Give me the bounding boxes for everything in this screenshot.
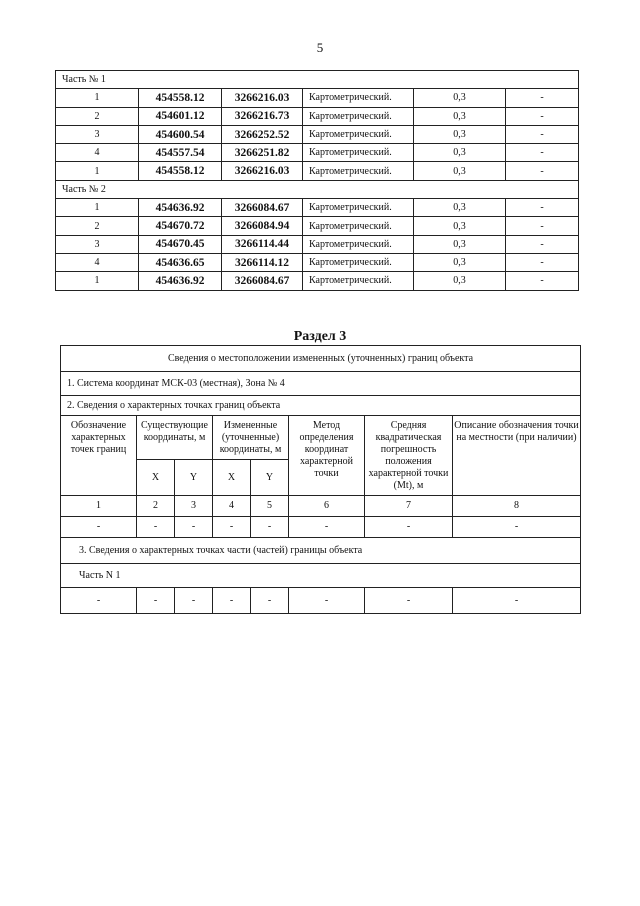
part-label: Часть № 1: [56, 71, 579, 89]
description: -: [506, 199, 579, 217]
column-number: 2: [137, 496, 175, 517]
part-label: Часть № 2: [56, 180, 579, 198]
method: Картометрический.: [303, 144, 414, 162]
empty-cell: -: [453, 517, 581, 538]
column-number: 1: [61, 496, 137, 517]
description: -: [506, 89, 579, 107]
method: Картометрический.: [303, 125, 414, 143]
coord-y: 3266216.03: [222, 89, 303, 107]
header-method: Метод определения координат характерной точки: [289, 416, 365, 496]
column-number: 8: [453, 496, 581, 517]
accuracy: 0,3: [414, 89, 506, 107]
coord-x: 454670.45: [139, 235, 222, 253]
part-cell: -: [365, 588, 453, 614]
description: -: [506, 235, 579, 253]
coord-x: 454557.54: [139, 144, 222, 162]
coord-y: 3266216.03: [222, 162, 303, 180]
accuracy: 0,3: [414, 199, 506, 217]
empty-cell: -: [137, 517, 175, 538]
method: Картометрический.: [303, 253, 414, 271]
method: Картометрический.: [303, 107, 414, 125]
empty-cell: -: [213, 517, 251, 538]
empty-cell: -: [289, 517, 365, 538]
accuracy: 0,3: [414, 253, 506, 271]
accuracy: 0,3: [414, 162, 506, 180]
column-number: 5: [251, 496, 289, 517]
part-cell: -: [137, 588, 175, 614]
point-number: 1: [56, 272, 139, 290]
coordinate-row: [56, 235, 579, 253]
coord-y: 3266251.82: [222, 144, 303, 162]
point-number: 3: [56, 235, 139, 253]
accuracy: 0,3: [414, 217, 506, 235]
part-cell: -: [213, 588, 251, 614]
description: -: [506, 107, 579, 125]
coord-system: 1. Система координат МСК-03 (местная), Зона № 4: [61, 372, 581, 396]
coordinate-row: [56, 272, 579, 290]
accuracy: 0,3: [414, 235, 506, 253]
part-cell: -: [289, 588, 365, 614]
method: Картометрический.: [303, 272, 414, 290]
coordinate-row: [56, 125, 579, 143]
point-number: 1: [56, 162, 139, 180]
coord-x: 454636.92: [139, 199, 222, 217]
point-number: 2: [56, 107, 139, 125]
coord-x: 454636.92: [139, 272, 222, 290]
header-existing: Существующие координаты, м: [137, 416, 213, 460]
point-number: 1: [56, 199, 139, 217]
point-number: 3: [56, 125, 139, 143]
header-changed-x: X: [213, 460, 251, 496]
part-label: Часть N 1: [61, 564, 581, 588]
part-header-row: [56, 180, 579, 198]
header-designation: Обозначение характерных точек границ: [61, 416, 137, 496]
coord-y: 3266252.52: [222, 125, 303, 143]
description: -: [506, 162, 579, 180]
page-number: 5: [316, 40, 324, 55]
method: Картометрический.: [303, 199, 414, 217]
coord-y: 3266084.67: [222, 199, 303, 217]
coord-y: 3266084.94: [222, 217, 303, 235]
empty-cell: -: [251, 517, 289, 538]
description: -: [506, 253, 579, 271]
part-cell: -: [251, 588, 289, 614]
accuracy: 0,3: [414, 272, 506, 290]
column-number: 4: [213, 496, 251, 517]
coord-x: 454558.12: [139, 89, 222, 107]
coordinate-row: [56, 217, 579, 235]
coord-y: 3266084.67: [222, 272, 303, 290]
description: -: [506, 125, 579, 143]
part-cell: -: [61, 588, 137, 614]
column-number: 3: [175, 496, 213, 517]
column-number: 6: [289, 496, 365, 517]
coordinate-row: [56, 162, 579, 180]
description: -: [506, 144, 579, 162]
point-number: 2: [56, 217, 139, 235]
point-number: 4: [56, 253, 139, 271]
parts-heading: 3. Сведения о характерных точках части (частей) границы объекта: [61, 538, 581, 564]
method: Картометрический.: [303, 89, 414, 107]
description: -: [506, 217, 579, 235]
header-changed: Измененные (уточненные) координаты, м: [213, 416, 289, 460]
coordinate-row: [56, 89, 579, 107]
coordinate-row: [56, 107, 579, 125]
section3-table: [60, 345, 581, 614]
header-description: Описание обозначения точки на местности (при наличии): [453, 416, 581, 496]
coordinates-table: [55, 70, 579, 291]
description: -: [506, 272, 579, 290]
coordinate-row: [56, 253, 579, 271]
table-title: Сведения о местоположении измененных (уточненных) границ объекта: [61, 346, 581, 372]
empty-cell: -: [365, 517, 453, 538]
empty-data-row: [61, 517, 581, 538]
coord-x: 454601.12: [139, 107, 222, 125]
column-number: 7: [365, 496, 453, 517]
part-data-row: [61, 588, 581, 614]
empty-cell: -: [61, 517, 137, 538]
method: Картометрический.: [303, 217, 414, 235]
coord-y: 3266114.12: [222, 253, 303, 271]
column-numbers-row: [61, 496, 581, 517]
accuracy: 0,3: [414, 125, 506, 143]
header-changed-y: Y: [251, 460, 289, 496]
points-heading: 2. Сведения о характерных точках границ объекта: [61, 396, 581, 416]
header-accuracy: Средняя квадратическая погрешность положения характерной точки (Mt), м: [365, 416, 453, 496]
accuracy: 0,3: [414, 144, 506, 162]
section-title: Раздел 3: [293, 329, 347, 344]
header-existing-y: Y: [175, 460, 213, 496]
part-header-row: [56, 71, 579, 89]
part-cell: -: [175, 588, 213, 614]
coord-y: 3266216.73: [222, 107, 303, 125]
coord-x: 454600.54: [139, 125, 222, 143]
empty-cell: -: [175, 517, 213, 538]
method: Картометрический.: [303, 162, 414, 180]
part-cell: -: [453, 588, 581, 614]
coordinate-row: [56, 199, 579, 217]
coord-x: 454670.72: [139, 217, 222, 235]
header-existing-x: X: [137, 460, 175, 496]
coordinate-row: [56, 144, 579, 162]
coord-x: 454558.12: [139, 162, 222, 180]
point-number: 1: [56, 89, 139, 107]
method: Картометрический.: [303, 235, 414, 253]
point-number: 4: [56, 144, 139, 162]
coord-y: 3266114.44: [222, 235, 303, 253]
accuracy: 0,3: [414, 107, 506, 125]
coord-x: 454636.65: [139, 253, 222, 271]
